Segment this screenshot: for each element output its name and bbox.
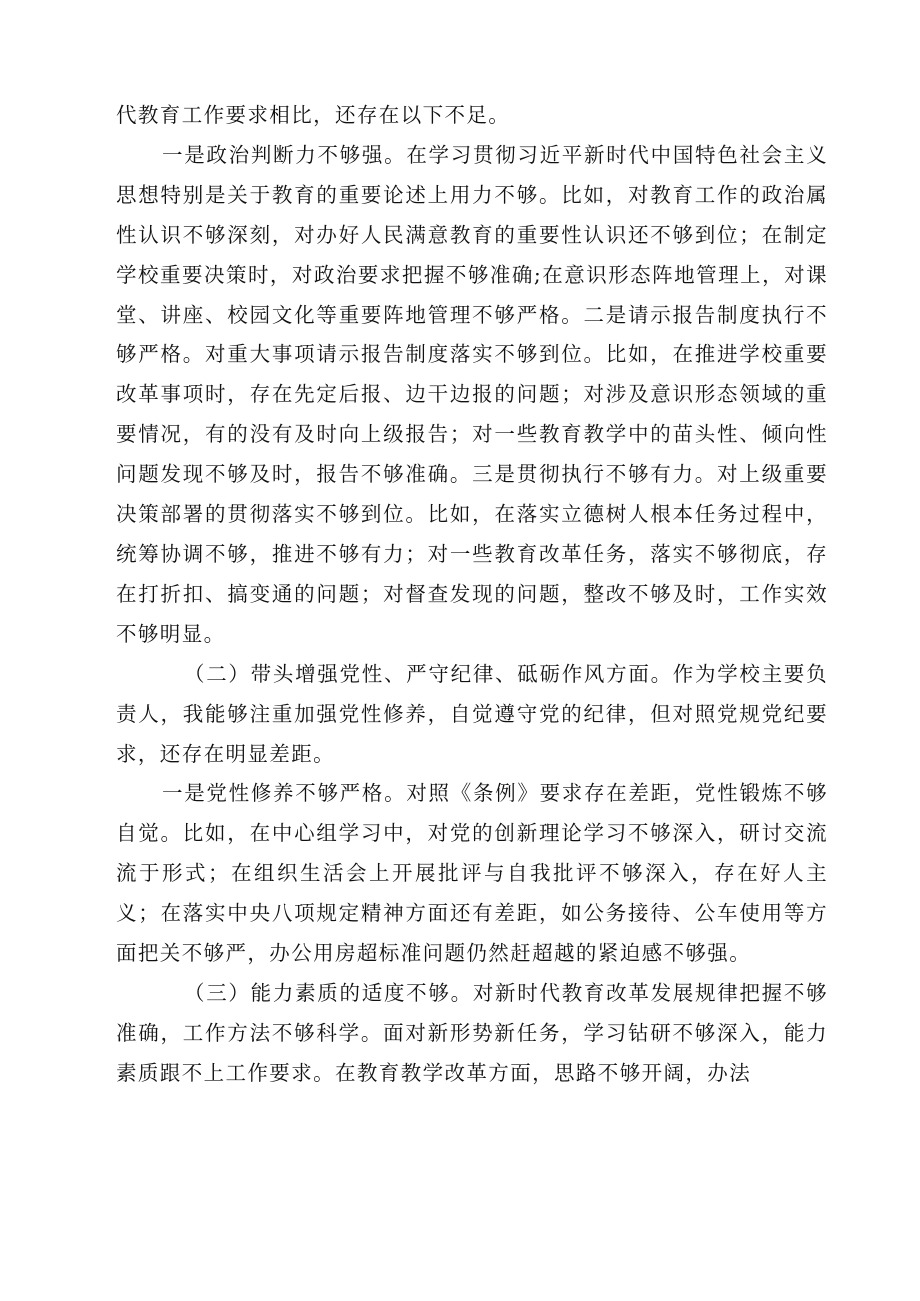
- paragraph-section-two-heading: （二）带头增强党性、严守纪律、砥砺作风方面。作为学校主要负责人，我能够注重加强党性修养，自觉遵守党的纪律，但对照党规党纪要求，还存在明显差距。: [116, 661, 828, 766]
- document-body: [116, 96, 828, 1094]
- paragraph-political-judgment: 一是政治判断力不够强。在学习贯彻习近平新时代中国特色社会主义思想特别是关于教育的重要论述上用力不够。比如，对教育工作的政治属性认识不够深刻，对办好人民满意教育的重要性认识还不够到位；在制定学校重要决策时，对政治要求把握不够准确;在意识形态阵地管理上，对课堂、讲座、校园文化等重要阵地管理不够严格。二是请示报告制度执行不够严格。对重大事项请示报告制度落实不够到位。比如，在推进学校重要改革事项时，存在先定后报、边干边报的问题；对涉及意识形态领域的重要情况，有的没有及时向上级报告；对一些教育教学中的苗头性、倾向性问题发现不够及时，报告不够准确。三是贯彻执行不够有力。对上级重要决策部署的贯彻落实不够到位。比如，在落实立德树人根本任务过程中，统筹协调不够，推进不够有力；对一些教育改革任务，落实不够彻底，存在打折扣、搞变通的问题；对督查发现的问题，整改不够及时，工作实效不够明显。: [116, 142, 828, 646]
- paragraph-section-three-heading: （三）能力素质的适度不够。对新时代教育改革发展规律把握不够准确，工作方法不够科学。面对新形势新任务，学习钻研不够深入，能力素质跟不上工作要求。在教育教学改革方面，思路不够开阔，办法: [116, 980, 828, 1085]
- paragraph-continuation: 代教育工作要求相比，还存在以下不足。: [116, 103, 511, 127]
- paragraph-party-spirit: 一是党性修养不够严格。对照《条例》要求存在差距，党性锻炼不够自觉。比如，在中心组学习中，对党的创新理论学习不够深入，研讨交流流于形式；在组织生活会上开展批评与自我批评不够深入，存在好人主义；在落实中央八项规定精神方面还有差距，如公务接待、公车使用等方面把关不够严，办公用房超标准问题仍然赶超越的紧迫感不够强。: [116, 781, 828, 966]
